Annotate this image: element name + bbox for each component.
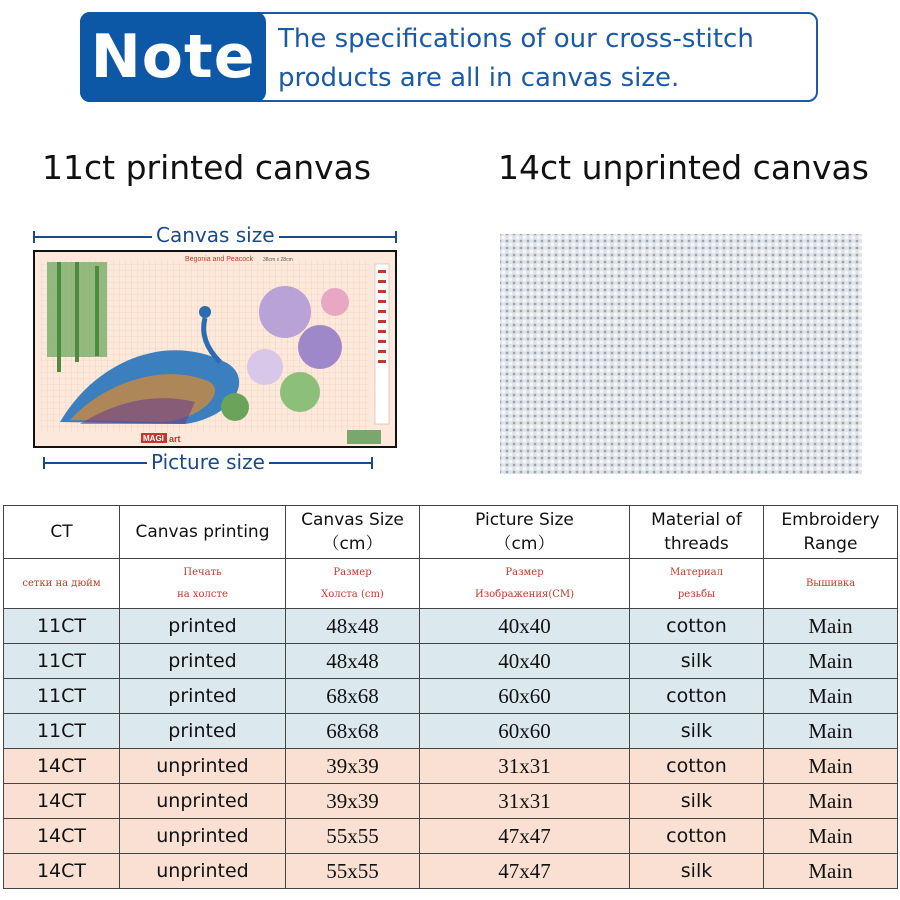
table-russian-row (4, 559, 898, 609)
cell-ct: 11CT (4, 644, 120, 679)
russian-material: Материал резьбы (630, 559, 764, 609)
cell-ct: 14CT (4, 854, 120, 889)
cell-picture-size: 40x40 (420, 644, 630, 679)
preview-size: 38cm x 28cm (263, 257, 293, 263)
header-ct: CT (4, 506, 120, 559)
header-canvas-size: Canvas Size （cm） (286, 506, 420, 559)
cell-material: cotton (630, 679, 764, 714)
cell-printing: printed (120, 679, 286, 714)
cell-picture-size: 31x31 (420, 749, 630, 784)
heading-11ct: 11ct printed canvas (42, 148, 372, 187)
cell-picture-size: 47x47 (420, 819, 630, 854)
unprinted-canvas-photo (500, 234, 862, 474)
cell-canvas-size: 48x48 (286, 644, 420, 679)
russian-ct: сетки на дюйм (4, 559, 120, 609)
cell-printing: printed (120, 714, 286, 749)
cell-printing: unprinted (120, 854, 286, 889)
table-row (4, 819, 898, 854)
printed-canvas-preview (33, 250, 397, 448)
cell-range: Main (764, 679, 898, 714)
cell-material: cotton (630, 609, 764, 644)
table-row (4, 679, 898, 714)
russian-picture-size: Размер Изображения(СМ) (420, 559, 630, 609)
cell-ct: 11CT (4, 714, 120, 749)
cell-canvas-size: 39x39 (286, 784, 420, 819)
cell-ct: 14CT (4, 819, 120, 854)
header-picture-size: Picture Size （cm） (420, 506, 630, 559)
cell-range: Main (764, 714, 898, 749)
canvas-size-tick-right (395, 231, 397, 243)
cell-range: Main (764, 609, 898, 644)
cell-picture-size: 60x60 (420, 714, 630, 749)
canvas-size-label: Canvas size (152, 223, 279, 247)
cell-canvas-size: 68x68 (286, 714, 420, 749)
table-row (4, 784, 898, 819)
cell-material: silk (630, 784, 764, 819)
cell-canvas-size: 55x55 (286, 819, 420, 854)
cell-ct: 14CT (4, 784, 120, 819)
note-banner (80, 12, 818, 102)
cell-canvas-size: 68x68 (286, 679, 420, 714)
cell-ct: 11CT (4, 679, 120, 714)
table-row (4, 714, 898, 749)
picture-size-tick-right (371, 457, 373, 469)
preview-brand-a: MAGI (143, 434, 164, 443)
cell-ct: 11CT (4, 609, 120, 644)
preview-title: Begonia and Peacock (185, 256, 254, 263)
cell-range: Main (764, 854, 898, 889)
printed-canvas-art (35, 252, 395, 446)
cell-range: Main (764, 784, 898, 819)
table-row (4, 609, 898, 644)
cell-printing: unprinted (120, 784, 286, 819)
russian-canvas-size: Размер Холста (cm) (286, 559, 420, 609)
cell-ct: 14CT (4, 749, 120, 784)
header-canvas-printing: Canvas printing (120, 506, 286, 559)
note-line-1: The specifications of our cross-stitch (278, 24, 754, 54)
cell-material: silk (630, 644, 764, 679)
cell-canvas-size: 55x55 (286, 854, 420, 889)
spec-table (3, 505, 898, 889)
header-material: Material of threads (630, 506, 764, 559)
heading-14ct: 14ct unprinted canvas (498, 148, 869, 187)
note-badge: Note (80, 12, 266, 102)
russian-printing: Печать на холсте (120, 559, 286, 609)
cell-printing: unprinted (120, 749, 286, 784)
cell-picture-size: 47x47 (420, 854, 630, 889)
picture-size-label: Picture size (147, 450, 269, 474)
cell-range: Main (764, 644, 898, 679)
cell-material: silk (630, 854, 764, 889)
table-row (4, 644, 898, 679)
preview-brand-b: art (169, 434, 181, 444)
table-row (4, 749, 898, 784)
cell-picture-size: 40x40 (420, 609, 630, 644)
cell-printing: printed (120, 609, 286, 644)
cell-canvas-size: 48x48 (286, 609, 420, 644)
cell-range: Main (764, 819, 898, 854)
cell-printing: unprinted (120, 819, 286, 854)
table-header-row (4, 506, 898, 559)
cell-picture-size: 60x60 (420, 679, 630, 714)
cell-printing: printed (120, 644, 286, 679)
cell-material: cotton (630, 749, 764, 784)
cell-material: silk (630, 714, 764, 749)
cell-range: Main (764, 749, 898, 784)
note-text (278, 20, 808, 98)
cell-material: cotton (630, 819, 764, 854)
note-line-2: products are all in canvas size. (278, 63, 680, 93)
cell-picture-size: 31x31 (420, 784, 630, 819)
header-embroidery: Embroidery Range (764, 506, 898, 559)
russian-embroidery: Вышивка (764, 559, 898, 609)
table-row (4, 854, 898, 889)
cell-canvas-size: 39x39 (286, 749, 420, 784)
